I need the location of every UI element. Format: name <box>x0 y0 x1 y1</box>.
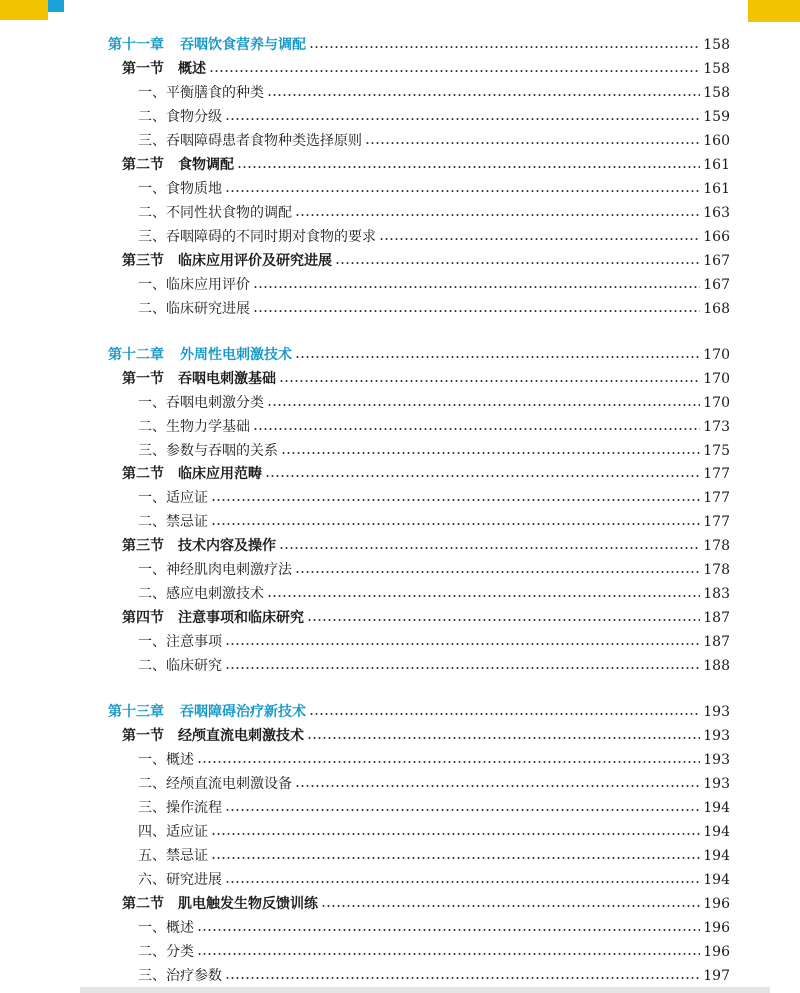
toc-entry-title <box>138 391 264 415</box>
toc-entry-text: 三、参数与吞咽的关系 <box>138 443 278 459</box>
toc-item <box>138 439 730 463</box>
toc-chapter <box>108 700 730 724</box>
toc-page-number: 177 <box>703 466 730 482</box>
toc-entry-title <box>138 81 264 105</box>
toc-entry-text: 外周性电刺激技术 <box>180 347 292 363</box>
toc-item <box>138 225 730 249</box>
toc-page-number: 168 <box>703 301 730 317</box>
toc-entry-title <box>138 796 222 820</box>
toc-chapter <box>108 33 730 57</box>
toc-item <box>138 796 730 820</box>
toc-entry-title <box>138 439 278 463</box>
toc-entry-number: 第三节 <box>122 253 164 269</box>
toc-entry-title <box>138 273 250 297</box>
toc-entry-number: 第二节 <box>122 896 164 912</box>
toc-entry-title <box>138 582 264 606</box>
toc-page-number: 175 <box>703 443 730 459</box>
toc-page-number: 178 <box>703 538 730 554</box>
toc-page-number: 194 <box>703 824 730 840</box>
toc-item <box>138 916 730 940</box>
dot-leader <box>225 667 700 669</box>
toc-entry-text: 三、操作流程 <box>138 800 222 816</box>
toc-page-number: 166 <box>703 229 730 245</box>
toc-entry-title <box>122 462 262 486</box>
toc-section <box>122 724 730 748</box>
dot-leader <box>211 857 700 859</box>
dot-leader <box>295 571 700 573</box>
toc-entry-number: 第十三章 <box>108 704 164 720</box>
toc-item <box>138 510 730 534</box>
toc-entry-title <box>138 177 222 201</box>
toc-entry-text: 二、临床研究进展 <box>138 301 250 317</box>
toc-chapter <box>108 343 730 367</box>
toc-item <box>138 201 730 225</box>
toc-page-number: 193 <box>703 752 730 768</box>
toc-entry-text: 一、概述 <box>138 752 194 768</box>
toc-entry-title <box>138 630 222 654</box>
dot-leader <box>225 881 700 883</box>
toc-entry-title <box>138 415 250 439</box>
toc-entry-title <box>122 892 318 916</box>
toc-entry-title <box>122 249 332 273</box>
toc-entry-title <box>138 486 208 510</box>
toc-entry-title <box>122 534 276 558</box>
toc-entry-text: 肌电触发生物反馈训练 <box>178 896 318 912</box>
toc-page-number: 163 <box>703 205 730 221</box>
dot-leader <box>309 713 700 715</box>
toc-section <box>122 606 730 630</box>
toc-page-number: 187 <box>703 610 730 626</box>
toc-entry-title <box>138 654 222 678</box>
toc-page-number: 159 <box>703 109 730 125</box>
dot-leader <box>225 809 700 811</box>
toc-item <box>138 868 730 892</box>
toc-entry-title <box>122 367 276 391</box>
toc-entry-title <box>138 964 222 988</box>
toc-page-number: 194 <box>703 848 730 864</box>
toc-page-number: 194 <box>703 872 730 888</box>
toc-entry-number: 第一节 <box>122 728 164 744</box>
dot-leader <box>225 118 700 120</box>
toc-entry-title <box>122 57 206 81</box>
dot-leader <box>295 214 700 216</box>
toc-entry-title <box>138 916 194 940</box>
dot-leader <box>379 238 700 240</box>
toc-item <box>138 964 730 988</box>
toc-entry-number: 第二节 <box>122 157 164 173</box>
dot-leader <box>253 428 700 430</box>
toc-entry-text: 二、感应电刺激技术 <box>138 586 264 602</box>
toc-entry-text: 概述 <box>178 61 206 77</box>
dot-leader <box>253 286 700 288</box>
toc-item <box>138 630 730 654</box>
toc-entry-text: 二、分类 <box>138 944 194 960</box>
dot-leader <box>225 643 700 645</box>
toc-item <box>138 81 730 105</box>
toc-page-number: 177 <box>703 514 730 530</box>
toc-entry-text: 二、生物力学基础 <box>138 419 250 435</box>
toc-entry-title <box>138 105 222 129</box>
toc-page-number: 158 <box>703 85 730 101</box>
toc-item <box>138 297 730 321</box>
toc-entry-text: 三、治疗参数 <box>138 968 222 984</box>
toc-entry-text: 一、食物质地 <box>138 181 222 197</box>
toc-entry-title <box>138 844 208 868</box>
toc-page-number: 196 <box>703 896 730 912</box>
toc-entry-text: 一、平衡膳食的种类 <box>138 85 264 101</box>
toc-item <box>138 415 730 439</box>
toc-page-number: 183 <box>703 586 730 602</box>
toc-entry-text: 三、吞咽障碍的不同时期对食物的要求 <box>138 229 376 245</box>
dot-leader <box>281 452 700 454</box>
toc-section <box>122 57 730 81</box>
dot-leader <box>211 833 700 835</box>
dot-leader <box>365 142 700 144</box>
toc-page-number: 196 <box>703 920 730 936</box>
toc-entry-text: 一、适应证 <box>138 490 208 506</box>
toc-item <box>138 391 730 415</box>
toc-page-number: 188 <box>703 658 730 674</box>
toc-page-number: 193 <box>703 776 730 792</box>
toc-entry-text: 吞咽饮食营养与调配 <box>180 37 306 53</box>
toc-entry-title <box>138 225 376 249</box>
dot-leader <box>267 94 700 96</box>
toc-entry-text: 注意事项和临床研究 <box>178 610 304 626</box>
toc-page-number: 196 <box>703 944 730 960</box>
toc-entry-title <box>138 510 208 534</box>
toc-entry-title <box>138 940 194 964</box>
toc-entry-title <box>138 868 222 892</box>
toc-section <box>122 367 730 391</box>
toc-entry-text: 一、概述 <box>138 920 194 936</box>
toc-entry-text: 三、吞咽障碍患者食物种类选择原则 <box>138 133 362 149</box>
toc-page-number: 167 <box>703 277 730 293</box>
toc-entry-title <box>138 558 292 582</box>
dot-leader <box>307 737 700 739</box>
toc-entry-text: 临床应用范畴 <box>178 466 262 482</box>
toc-item <box>138 582 730 606</box>
dot-leader <box>197 761 700 763</box>
toc-page-number: 170 <box>703 371 730 387</box>
toc-entry-title <box>122 724 304 748</box>
dot-leader <box>335 262 700 264</box>
toc-item <box>138 820 730 844</box>
toc-page-number: 194 <box>703 800 730 816</box>
toc-page-number: 178 <box>703 562 730 578</box>
toc-entry-text: 经颅直流电刺激技术 <box>178 728 304 744</box>
toc-page-number: 167 <box>703 253 730 269</box>
toc-entry-number: 第三节 <box>122 538 164 554</box>
toc-page-number: 193 <box>703 728 730 744</box>
toc-section <box>122 153 730 177</box>
toc-page-number: 170 <box>703 395 730 411</box>
toc-entry-number: 第十一章 <box>108 37 164 53</box>
toc-section <box>122 534 730 558</box>
toc-entry-number: 第四节 <box>122 610 164 626</box>
toc-page-number: 161 <box>703 181 730 197</box>
toc-entry-title <box>122 153 234 177</box>
toc-item <box>138 129 730 153</box>
toc-entry-text: 五、禁忌证 <box>138 848 208 864</box>
dot-leader <box>225 190 700 192</box>
toc-item <box>138 558 730 582</box>
toc-entry-title <box>108 33 306 57</box>
dot-leader <box>253 310 700 312</box>
dot-leader <box>295 356 700 358</box>
toc-entry-title <box>138 772 292 796</box>
toc-entry-title <box>138 297 250 321</box>
toc-entry-text: 四、适应证 <box>138 824 208 840</box>
dot-leader <box>307 619 700 621</box>
toc-entry-text: 吞咽障碍治疗新技术 <box>180 704 306 720</box>
toc-page-number: 193 <box>703 704 730 720</box>
toc-entry-text: 二、临床研究 <box>138 658 222 674</box>
toc-entry-title <box>138 820 208 844</box>
toc-entry-text: 二、食物分级 <box>138 109 222 125</box>
toc-item <box>138 844 730 868</box>
toc-page-number: 173 <box>703 419 730 435</box>
toc-page-number: 187 <box>703 634 730 650</box>
toc-entry-text: 临床应用评价及研究进展 <box>178 253 332 269</box>
toc-entry-number: 第十二章 <box>108 347 164 363</box>
dot-leader <box>309 46 700 48</box>
toc-entry-number: 第一节 <box>122 61 164 77</box>
toc-item <box>138 772 730 796</box>
toc-item <box>138 940 730 964</box>
toc-page-number: 160 <box>703 133 730 149</box>
toc-entry-title <box>108 343 292 367</box>
dot-leader <box>279 547 700 549</box>
dot-leader <box>197 953 700 955</box>
toc-entry-title <box>138 129 362 153</box>
toc-item <box>138 748 730 772</box>
toc-page-number: 158 <box>703 37 730 53</box>
toc-page-number: 170 <box>703 347 730 363</box>
dot-leader <box>209 70 700 72</box>
dot-leader <box>267 595 700 597</box>
toc-item <box>138 105 730 129</box>
toc-entry-text: 一、吞咽电刺激分类 <box>138 395 264 411</box>
toc-entry-text: 六、研究进展 <box>138 872 222 888</box>
toc-entry-text: 一、临床应用评价 <box>138 277 250 293</box>
dot-leader <box>225 977 700 979</box>
toc-entry-text: 食物调配 <box>178 157 234 173</box>
dot-leader <box>267 404 700 406</box>
toc-entry-number: 第二节 <box>122 466 164 482</box>
toc-section <box>122 892 730 916</box>
toc-item <box>138 177 730 201</box>
dot-leader <box>321 905 700 907</box>
dot-leader <box>295 785 700 787</box>
toc-section <box>122 462 730 486</box>
toc-entry-title <box>138 201 292 225</box>
dot-leader <box>265 475 700 477</box>
toc-entry-text: 二、禁忌证 <box>138 514 208 530</box>
toc-entry-text: 二、不同性状食物的调配 <box>138 205 292 221</box>
dot-leader <box>211 523 700 525</box>
toc-entry-text: 一、注意事项 <box>138 634 222 650</box>
toc-section <box>122 249 730 273</box>
toc-entry-text: 一、神经肌肉电刺激疗法 <box>138 562 292 578</box>
toc-item <box>138 273 730 297</box>
toc-entry-text: 二、经颅直流电刺激设备 <box>138 776 292 792</box>
dot-leader <box>279 380 700 382</box>
toc-page-number: 177 <box>703 490 730 506</box>
toc-entry-number: 第一节 <box>122 371 164 387</box>
toc-item <box>138 486 730 510</box>
toc-entry-text: 技术内容及操作 <box>178 538 276 554</box>
toc-page-number: 161 <box>703 157 730 173</box>
toc-page-number: 158 <box>703 61 730 77</box>
toc-item <box>138 654 730 678</box>
toc-page-number: 197 <box>703 968 730 984</box>
toc-entry-title <box>138 748 194 772</box>
dot-leader <box>197 929 700 931</box>
toc-entry-title <box>108 700 306 724</box>
dot-leader <box>211 499 700 501</box>
toc-entry-title <box>122 606 304 630</box>
toc-entry-text: 吞咽电刺激基础 <box>178 371 276 387</box>
dot-leader <box>237 166 700 168</box>
